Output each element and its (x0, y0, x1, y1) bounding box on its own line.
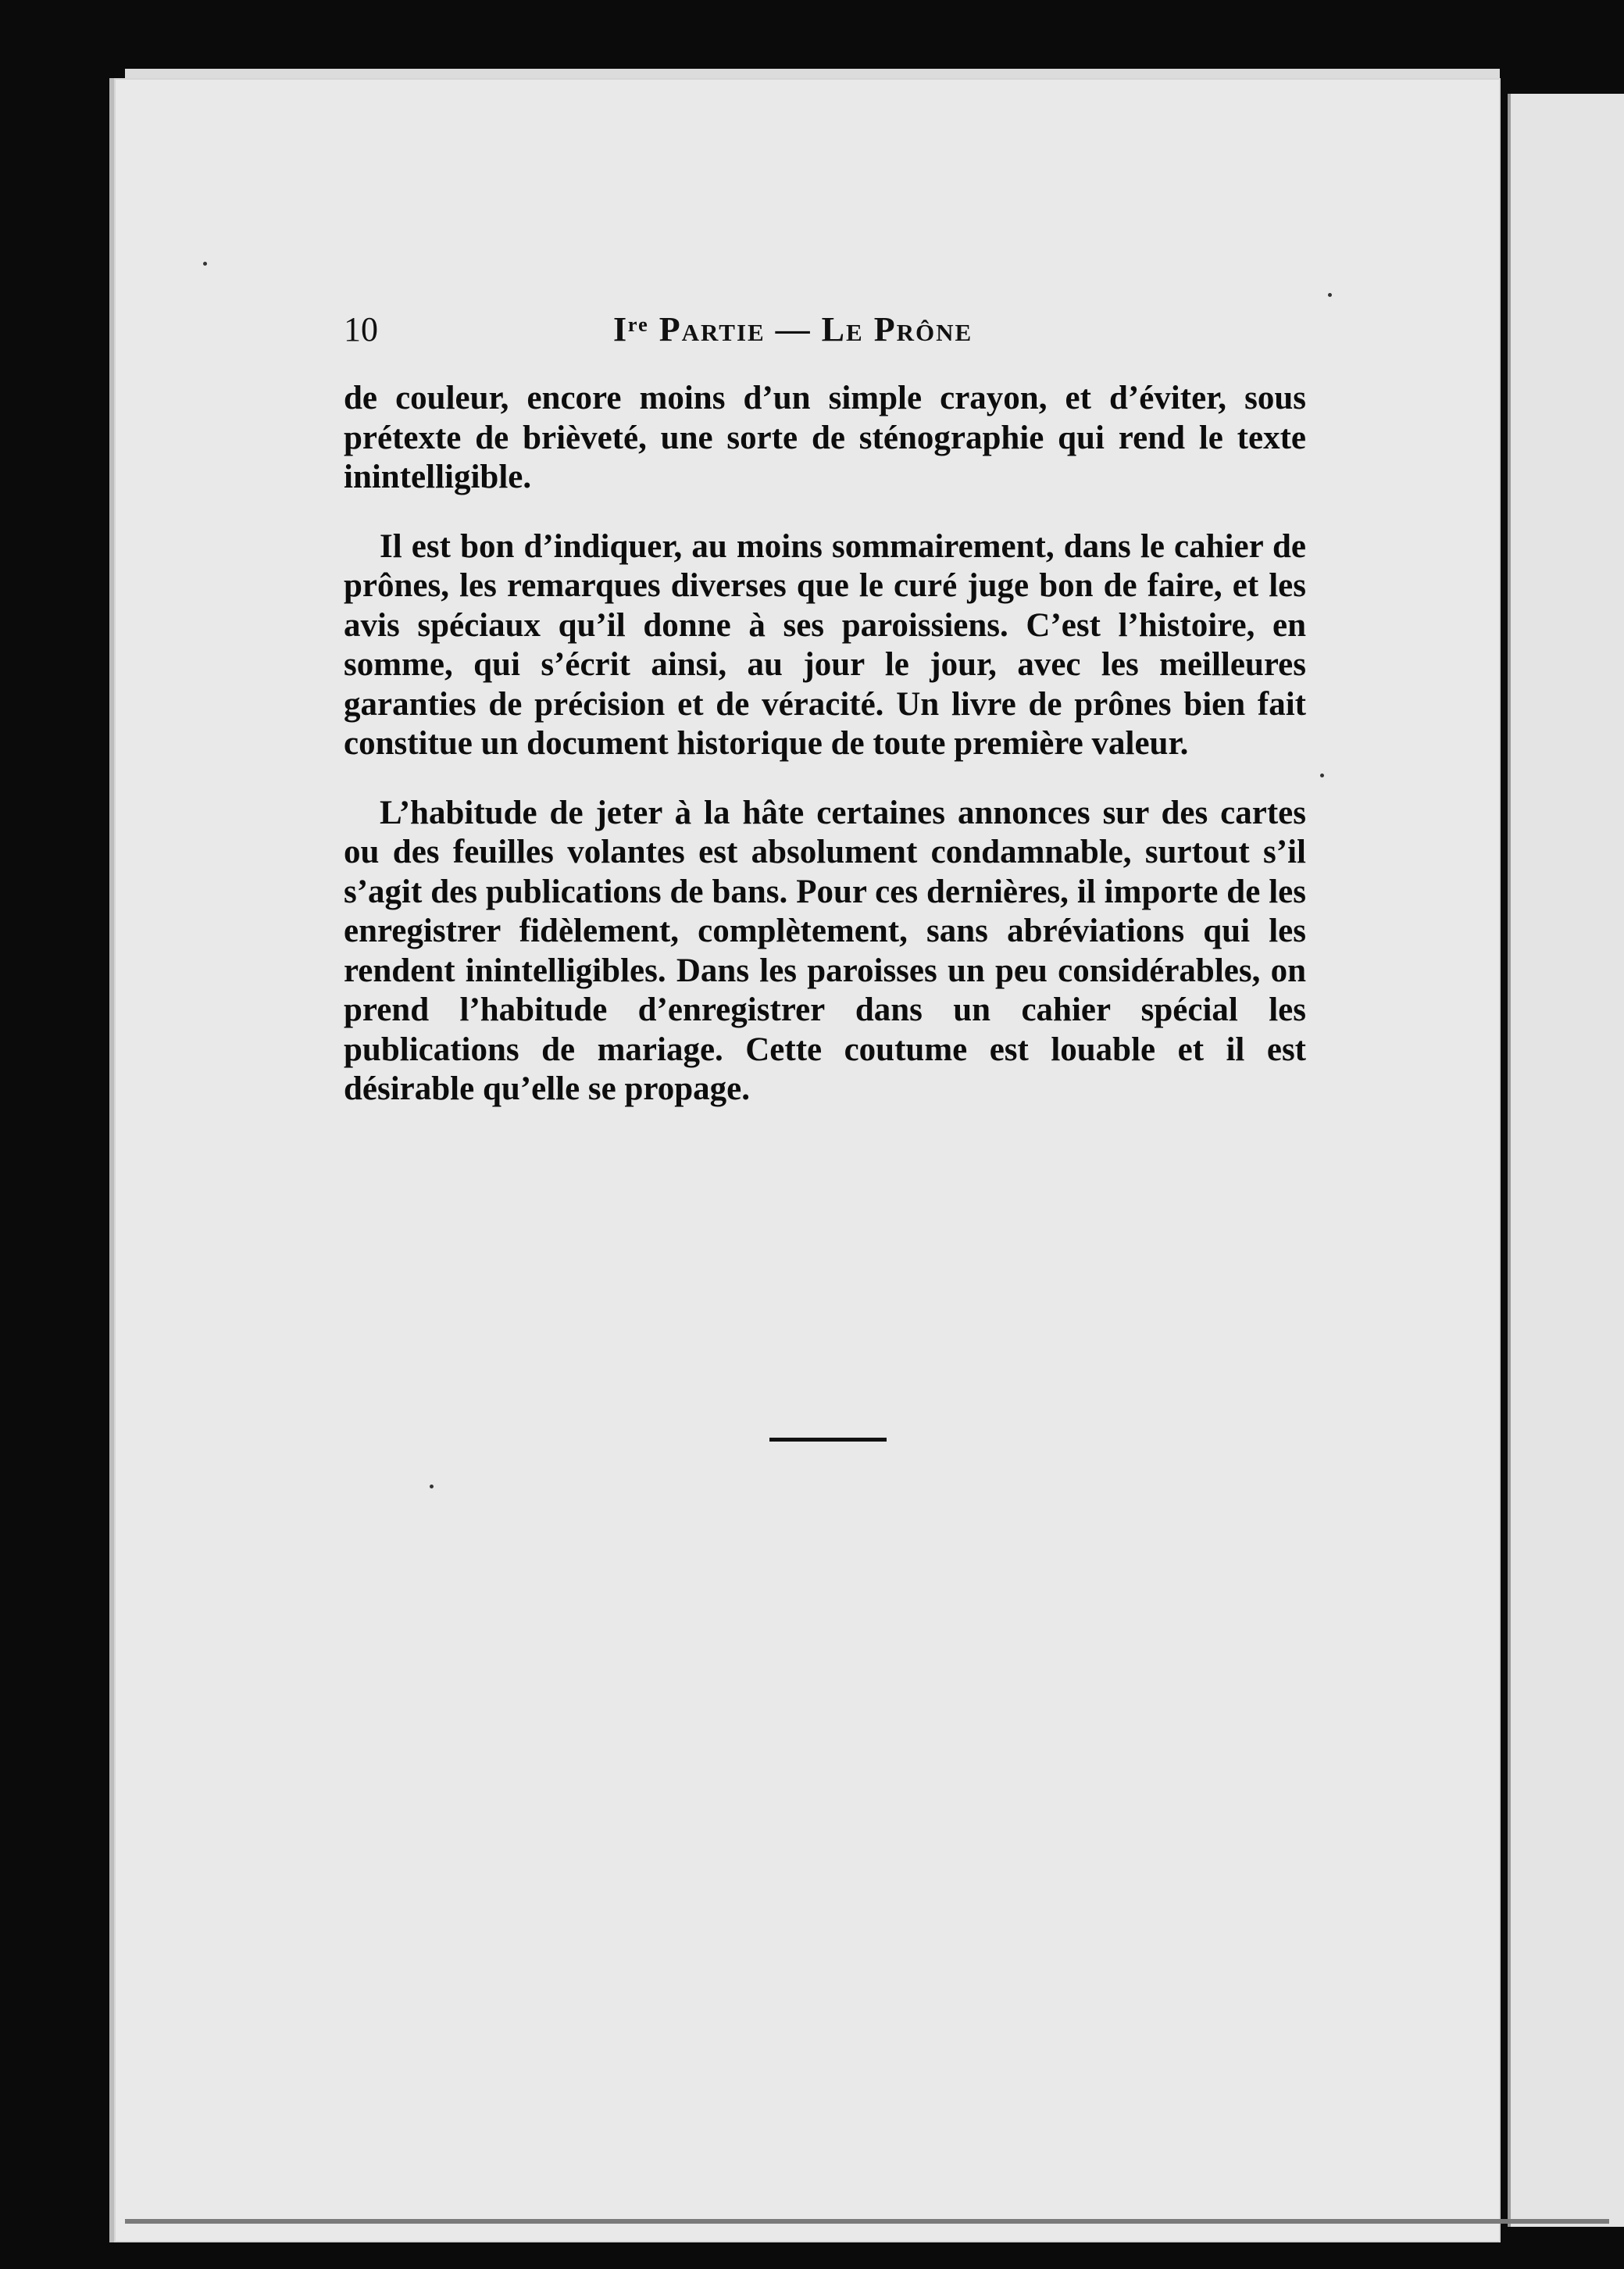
paragraph: Il est bon d’indiquer, au moins sommairement, dans le cahier de prônes, les remarques diverses que le curé juge bon de faire, et les avis spéciaux qu’il donne à ses paroissiens. C’est l’histoire, en somme, qui s’écrit ainsi, au jour le jour, avec les meilleures garanties de précision et de véracité. Un livre de prônes bien fait constitue un document historique de toute première valeur. (344, 527, 1306, 762)
paragraph: de couleur, encore moins d’un simple crayon, et d’éviter, sous prétexte de brièveté, une sorte de sténographie qui rend le texte inintelligible. (344, 380, 1306, 495)
scan-speck (1328, 293, 1332, 297)
scan-speck (1320, 774, 1324, 777)
page-bottom-edge (125, 2219, 1609, 2224)
paragraph: L’habitude de jeter à la hâte certaines annonces sur des cartes ou des feuilles volantes est absolument condamnable, surtout s’il s’agit des publications de bans. Pour ces dernières, il importe de les enregistrer fidèlement, complètement, sans abréviations qui les rendent inintelligibles. Dans les paroisses un peu considérables, on prend l’habitude d’enregistrer dans un cahier spécial les publications de mariage. Cette coutume est louable et il est désirable qu’elle se propage. (344, 794, 1306, 1107)
adjacent-page-edge (1508, 94, 1624, 2227)
end-rule-divider (769, 1438, 887, 1442)
running-head (344, 309, 1305, 356)
page-number: 10 (344, 310, 378, 348)
scan-speck (203, 262, 207, 266)
body-text (344, 379, 1306, 1109)
scan-speck (430, 1485, 434, 1488)
running-head-title: Iʳᵉ Partie — Le Prône (613, 310, 973, 348)
